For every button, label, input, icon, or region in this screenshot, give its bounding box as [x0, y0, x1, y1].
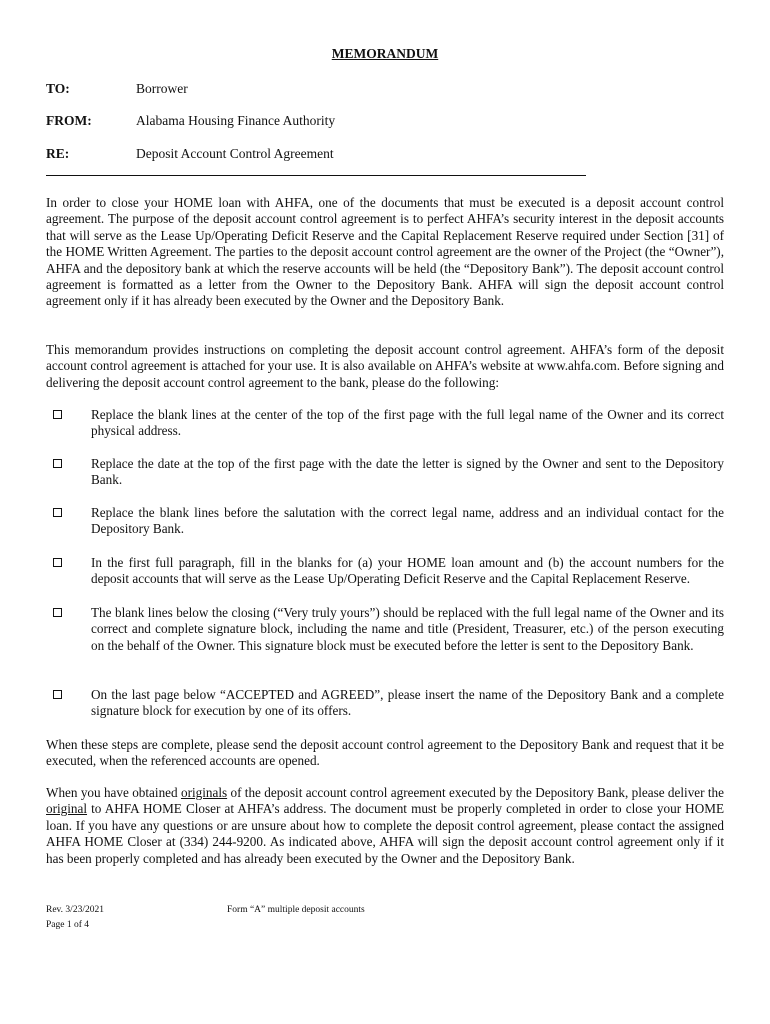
checkbox-icon[interactable] [53, 690, 62, 699]
next-steps-paragraph: When these steps are complete, please send the deposit account control agreement to the Depository Bank and request that it be executed, when the referenced accounts are opened. [46, 737, 724, 769]
checklist-item-text: Replace the date at the top of the first page with the date the letter is signed by the Owner and sent to the Depository Bank. [91, 456, 724, 488]
checklist-item [46, 555, 724, 588]
form-name: Form “A” multiple deposit accounts [227, 905, 365, 915]
checkbox-icon[interactable] [53, 558, 62, 567]
checklist-item [46, 687, 724, 720]
checkbox-icon[interactable] [53, 459, 62, 468]
checkbox-icon[interactable] [53, 508, 62, 517]
from-value: Alabama Housing Finance Authority [136, 113, 336, 128]
re-label: RE: [46, 146, 70, 161]
re-value: Deposit Account Control Agreement [136, 146, 334, 161]
delivery-paragraph [46, 785, 724, 867]
checklist-item-text: Replace the blank lines at the center of the top of the first page with the full legal name of the Owner and its correct physical address. [91, 407, 724, 439]
delivery-text-a: When you have obtained [46, 785, 181, 800]
original-underlined: original [46, 801, 88, 817]
checklist-item [46, 605, 724, 654]
to-value: Borrower [136, 81, 188, 96]
from-label: FROM: [46, 113, 92, 128]
checklist-item [46, 505, 724, 538]
checklist-item-text: Replace the blank lines before the salutation with the correct legal name, address and an individual contact for the Depository Bank. [91, 505, 724, 537]
intro-paragraph: In order to close your HOME loan with AHFA, one of the documents that must be executed is a deposit account control agreement. The purpose of the deposit account control agreement is to perfect AHFA’s security interest in the deposit accounts that will serve as the Lease Up/Operating Deficit Reserve and the Capital Replacement Reserve required under Section [31] of the HOME Written Agreement. The parties to the deposit account control agreement are the owner of the Project (the “Owner”), AHFA and the depository bank at which the reserve accounts will be held (the “Depository Bank”). The deposit account control agreement is formatted as a letter from the Owner to the Depository Bank. AHFA will sign the deposit account control agreement only if it has already been executed by the Owner and the Depository Bank. [46, 195, 724, 309]
checklist-item [46, 456, 724, 489]
checklist-item-text: The blank lines below the closing (“Very truly yours”) should be replaced with the full legal name of the Owner and its correct and complete signature block, including the name and title (President, Treasurer, etc.) of the person executing on the behalf of the Owner. This signature block must be executed before the letter is sent to the Depository Bank. [91, 605, 724, 653]
delivery-text-c: to AHFA HOME Closer at AHFA’s address. The document must be properly completed in order to close your HOME loan. If you have any questions or are unsure about how to complete the deposit control agreement, please contact the assigned AHFA HOME Closer at (334) 244-9200. As indicated above, AHFA will sign the deposit account control agreement only if it has been properly completed and has already been executed by the Owner and the Depository Bank. [46, 801, 724, 866]
checklist-item [46, 407, 724, 440]
to-label: TO: [46, 81, 70, 96]
delivery-text-b: of the deposit account control agreement executed by the Depository Bank, please deliver the [227, 785, 725, 800]
instructions-paragraph: This memorandum provides instructions on completing the deposit account control agreement. AHFA’s form of the deposit account control agreement is attached for your use. It is also available on AHFA’s website at www.ahfa.com. Before signing and delivering the deposit account control agreement to the bank, please do the following: [46, 342, 724, 390]
checkbox-icon[interactable] [53, 410, 62, 419]
checklist-item-text: In the first full paragraph, fill in the blanks for (a) your HOME loan amount and (b) the account numbers for the deposit accounts that will serve as the Lease Up/Operating Deficit Reserve and the Capital Replacement Reserve. [91, 555, 724, 587]
memo-title: MEMORANDUM [331, 46, 439, 61]
page-number: Page 1 of 4 [46, 920, 90, 930]
originals-underlined: originals [180, 785, 228, 800]
checkbox-icon[interactable] [53, 608, 62, 617]
checklist-item-text: On the last page below “ACCEPTED and AGREED”, please insert the name of the Depository Bank and a complete signature block for execution by one of its offers. [91, 687, 724, 719]
revision-date: Rev. 3/23/2021 [46, 905, 104, 915]
header-divider [46, 175, 586, 176]
